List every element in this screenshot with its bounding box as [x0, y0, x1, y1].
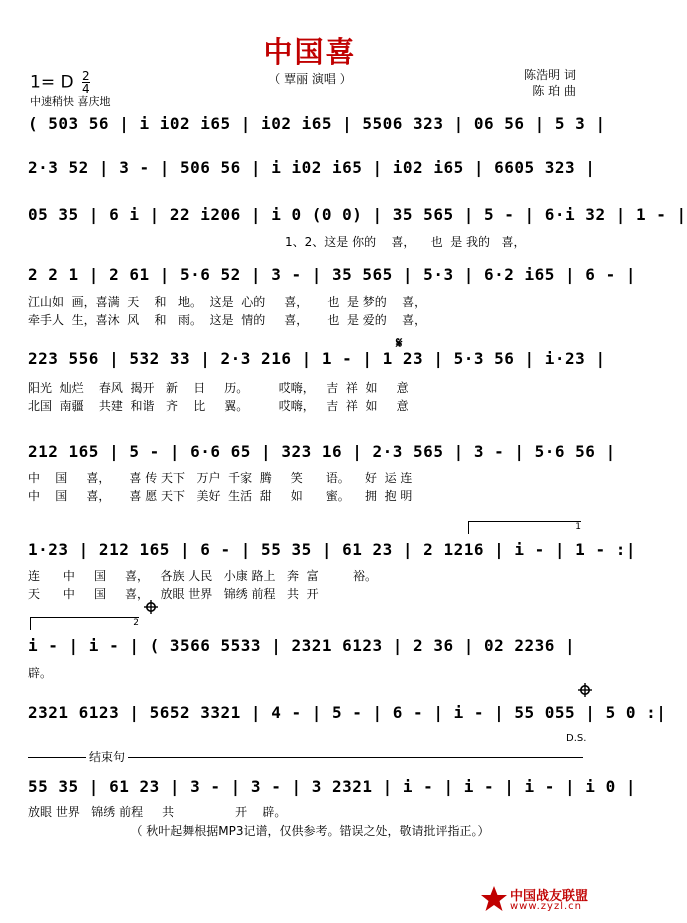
- lyric-line: 中 国 喜， 喜 愿 天下 美好 生活 甜 如 蜜。 拥 抱 明: [28, 489, 413, 503]
- singer-credit: （ 覃丽 演唱 ）: [268, 72, 352, 86]
- lyric-line: 北国 南疆 共建 和谐 齐 比 翼。 哎嗨， 吉 祥 如 意: [28, 399, 409, 413]
- lyricist-credit: 陈浩明 词: [524, 68, 576, 82]
- lyric-line: 放眼 世界 锦绣 前程 共 开 辟。: [28, 805, 287, 819]
- coda-icon: [578, 683, 592, 697]
- time-signature-bottom: 4: [81, 82, 90, 96]
- coda-icon: [144, 600, 158, 614]
- lyric-line: 天 中 国 喜， 放眼 世界 锦绣 前程 共 开: [28, 587, 319, 601]
- score-row: 2321 6123 | 5652 3321 | 4 - | 5 - | 6 - | i - | 55 055 | 5 0 :|: [28, 703, 667, 722]
- lyric-line: 中 国 喜， 喜 传 天下 万户 千家 腾 笑 语。 好 运 连: [28, 471, 413, 485]
- volta-1-label: 1: [575, 522, 581, 532]
- star-icon: [480, 885, 508, 913]
- watermark-url: www.zyzl.cn: [510, 901, 583, 912]
- score-row: i - | i - | ( 3566 5533 | 2321 6123 | 2 36 | 02 2236 |: [28, 636, 576, 655]
- volta-2-label: 2: [133, 618, 139, 628]
- key-signature: [30, 70, 90, 95]
- lyric-line: 阳光 灿烂 春风 揭开 新 日 历。 哎嗨， 吉 祥 如 意: [28, 381, 409, 395]
- ending-label: 结束句: [86, 748, 128, 765]
- transcriber-note: （ 秋叶起舞根据MP3记谱，仅供参考。错误之处，敬请批评指正。）: [130, 824, 490, 838]
- segno-sign: 𝄋: [396, 334, 403, 352]
- score-row: 223 556 | 532 33 | 2·3 216 | 1 - | 1 23 | 5·3 56 | i·23 |: [28, 349, 606, 368]
- lyric-line: 连 中 国 喜， 各族 人民 小康 路上 奔 富 裕。: [28, 569, 377, 583]
- watermark-logo: [480, 883, 608, 917]
- score-row: 2·3 52 | 3 - | 506 56 | i i02 i65 | i02 i65 | 6605 323 |: [28, 158, 596, 177]
- tempo-marking: 中速稍快 喜庆地: [30, 95, 111, 108]
- score-row: 05 35 | 6 i | 22 i206 | i 0 (0 0) | 35 565 | 5 - | 6·i 32 | 1 - |: [28, 205, 687, 224]
- score-row: 1·23 | 212 165 | 6 - | 55 35 | 61 23 | 2 1216 | i - | 1 - :|: [28, 540, 636, 559]
- score-row: 212 165 | 5 - | 6·6 65 | 323 16 | 2·3 565 | 3 - | 5·6 56 |: [28, 442, 616, 461]
- watermark-name: 中国战友联盟: [510, 889, 589, 904]
- song-title: 中国喜: [263, 35, 357, 69]
- lyric-line: 江山如 画，喜满 天 和 地。 这是 心的 喜， 也 是 梦的 喜，: [28, 295, 427, 309]
- lyric-line: 牵手人 生，喜沐 风 和 雨。 这是 情的 喜， 也 是 爱的 喜，: [28, 313, 427, 327]
- score-row: 2 2 1 | 2 61 | 5·6 52 | 3 - | 35 565 | 5·3 | 6·2 i65 | 6 - |: [28, 265, 636, 284]
- composer-credit: 陈 珀 曲: [532, 84, 576, 98]
- time-signature: [82, 70, 90, 95]
- score-row: ( 503 56 | i i02 i65 | i02 i65 | 5506 323 | 06 56 | 5 3 |: [28, 114, 606, 133]
- time-signature-top: 2: [81, 69, 90, 83]
- dal-segno-mark: D.S.: [566, 733, 587, 744]
- lyric-line: 辟。: [28, 666, 53, 680]
- score-row: 55 35 | 61 23 | 3 - | 3 - | 3 2321 | i - | i - | i - | i 0 |: [28, 777, 636, 796]
- lyric-line: 1、2、这是 你的 喜， 也 是 我的 喜，: [285, 235, 526, 249]
- volta-bracket-1: [468, 521, 581, 534]
- key-text: 1= D: [30, 72, 74, 93]
- volta-bracket-2: [30, 617, 139, 630]
